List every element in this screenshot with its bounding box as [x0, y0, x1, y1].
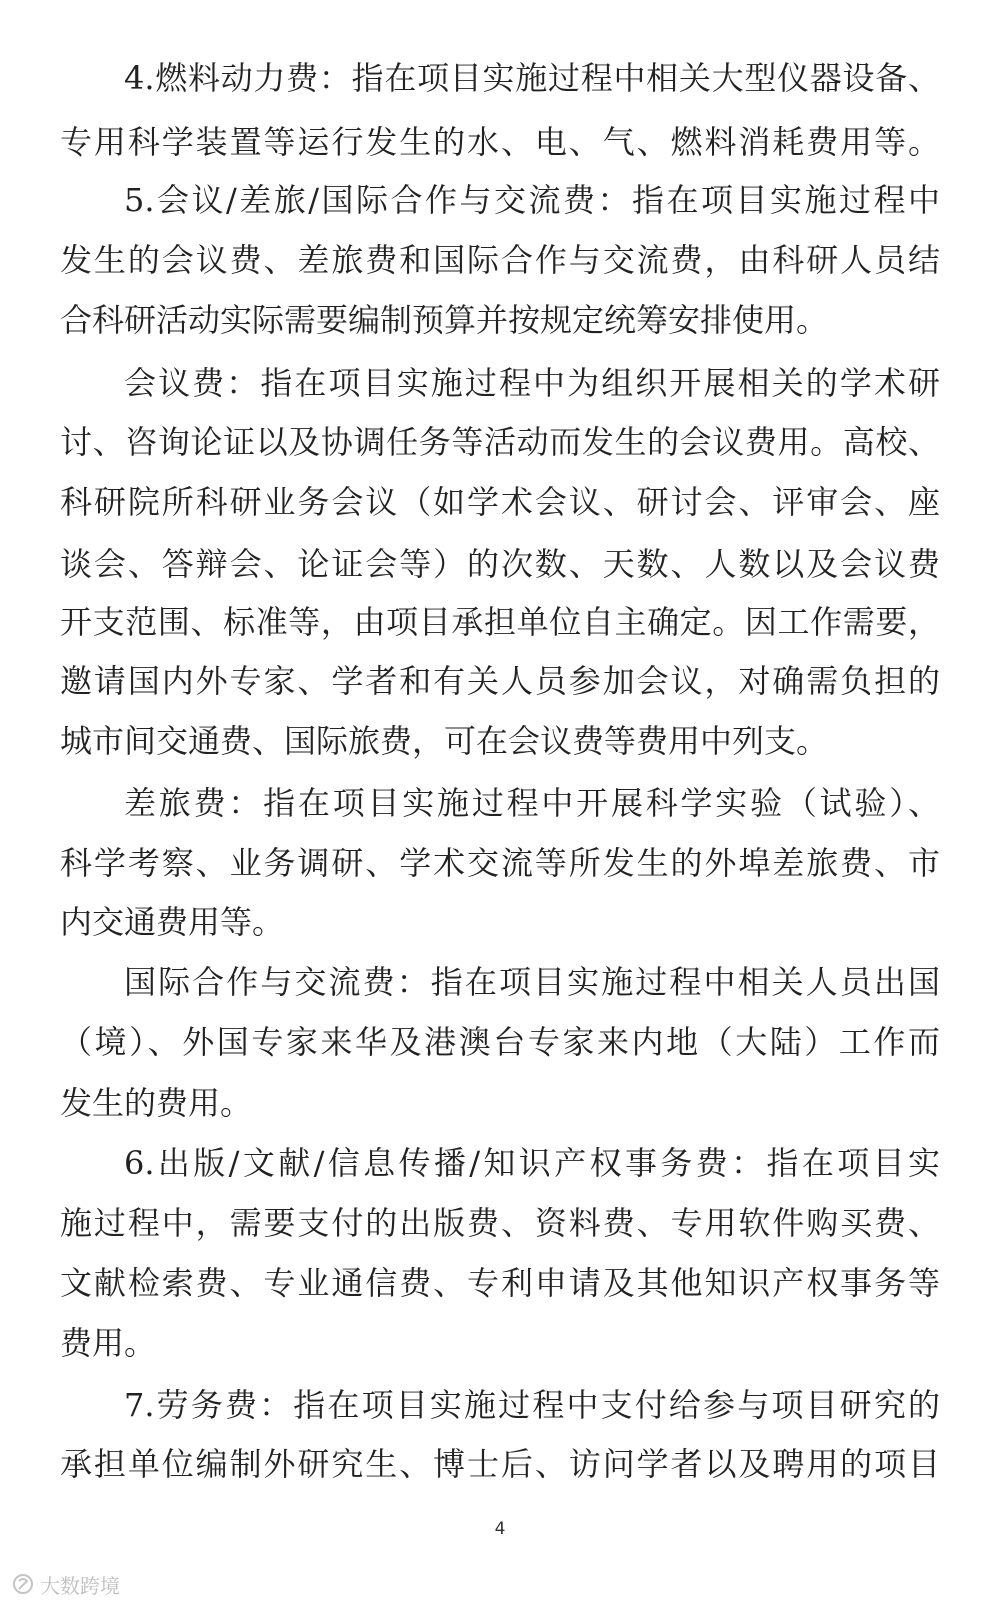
paragraph-line: 发生的费用。: [60, 1084, 253, 1122]
watermark-logo-icon: [12, 1573, 34, 1595]
paragraph-line: 合科研活动实际需要编制预算并按规定统筹安排使用。: [60, 301, 829, 339]
paragraph-line: 施过程中，需要支付的出版费、资料费、专用软件购买费、: [60, 1204, 940, 1242]
watermark: [12, 1566, 120, 1602]
paragraph-line: 费用。: [60, 1324, 157, 1362]
paragraph-line: 科学考察、业务调研、学术交流等所发生的外埠差旅费、市: [60, 844, 940, 882]
paragraph-line: 文献检索费、专业通信费、专利申请及其他知识产权事务等: [60, 1264, 940, 1302]
paragraph-line: 专用科学装置等运行发生的水、电、气、燃料消耗费用等。: [60, 123, 940, 161]
paragraph-line: 国际合作与交流费：指在项目实施过程中相关人员出国: [124, 963, 940, 1001]
paragraph-line: 内交通费用等。: [60, 903, 285, 941]
watermark-text: 大数跨境: [40, 1573, 120, 1598]
paragraph-line: 5.会议/差旅/国际合作与交流费：指在项目实施过程中: [124, 181, 940, 219]
paragraph-line: 承担单位编制外研究生、博士后、访问学者以及聘用的项目: [60, 1445, 940, 1483]
paragraph-line: 邀请国内外专家、学者和有关人员参加会议，对确需负担的: [60, 662, 940, 700]
paragraph-line: 开支范围、标准等，由项目承担单位自主确定。因工作需要，: [60, 603, 940, 641]
paragraph-line: 讨、咨询论证以及协调任务等活动而发生的会议费用。高校、: [60, 423, 940, 461]
paragraph-line: 会议费：指在项目实施过程中为组织开展相关的学术研: [124, 364, 940, 402]
page-number: 4: [494, 1519, 506, 1539]
paragraph-line: 7.劳务费：指在项目实施过程中支付给参与项目研究的: [124, 1386, 940, 1424]
paragraph-line: 城市间交通费、国际旅费，可在会议费等费用中列支。: [60, 722, 829, 760]
paragraph-line: 发生的会议费、差旅费和国际合作与交流费，由科研人员结: [60, 241, 940, 279]
paragraph-line: （境）、外国专家来华及港澳台专家来内地（大陆）工作而: [60, 1023, 940, 1061]
paragraph-line: 科研院所科研业务会议（如学术会议、研讨会、评审会、座: [60, 483, 940, 521]
paragraph-line: 6.出版/文献/信息传播/知识产权事务费：指在项目实: [124, 1144, 940, 1182]
paragraph-line: 差旅费：指在项目实施过程中开展科学实验（试验）、: [124, 784, 940, 822]
paragraph-line: 4.燃料动力费：指在项目实施过程中相关大型仪器设备、: [124, 59, 940, 97]
paragraph-line: 谈会、答辩会、论证会等）的次数、天数、人数以及会议费: [60, 545, 940, 583]
